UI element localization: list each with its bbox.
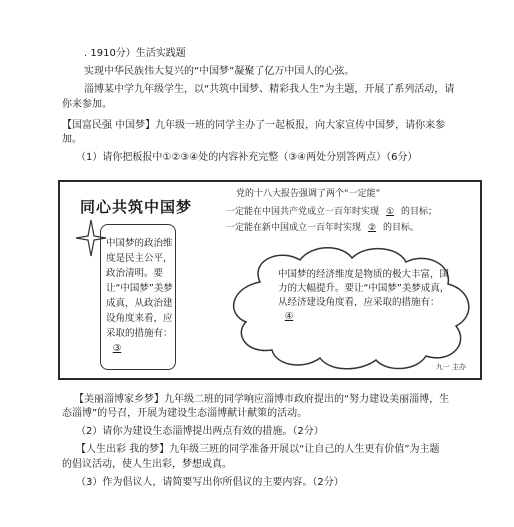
- section3-title-cont: 的倡议活动，使人生出彩，梦想成真。: [62, 459, 232, 470]
- board-title: 同心共筑中国梦: [80, 198, 193, 216]
- political-text-body: 中国梦的政治维度是民主公平，政治清明。要让“中国梦”美梦成真，从政治建设角度来看，应采取的措施有：: [106, 238, 173, 339]
- board-top-line-1: 党的十八大报告强调了两个“一定能”: [236, 189, 381, 199]
- section1-title-cont: 加。: [62, 134, 82, 145]
- economic-text-body: 中国梦的经济维度是物质的极大丰富，国力的大幅提升。要让“中国梦”美梦成真，从经济建设角度看，应采取的措施有：: [278, 269, 450, 308]
- blackboard-newspaper: [58, 180, 482, 380]
- political-text: [106, 236, 176, 356]
- section3-question: （3）作为倡议人，请简要写出你所倡议的主要内容。（2分）: [76, 477, 344, 488]
- board-top-line-3-b: 的目标。: [383, 223, 420, 233]
- intro-line-2-cont: 你来参加。: [62, 99, 112, 110]
- blank-3: ③: [112, 343, 122, 354]
- board-top-line-2: [226, 206, 437, 218]
- board-top-line-2-b: 的目标；: [401, 207, 438, 217]
- blank-1: ①: [385, 207, 395, 217]
- board-top-line-3: [226, 222, 419, 234]
- board-top-line-2-a: 一定能在中国共产党成立一百年时实现: [226, 207, 380, 217]
- section3-title: 【人生出彩 我的梦】九年级三班的同学准备开展以“让自己的人生更有价值”为主题: [76, 444, 440, 455]
- section1-question: （1）请你把板报中①②③④处的内容补充完整（③④两处分别答两点）（6分）: [76, 152, 418, 163]
- blank-2: ②: [367, 223, 377, 233]
- question-number: . 1910分）生活实践题: [84, 48, 186, 59]
- blank-4: ④: [284, 311, 294, 322]
- intro-line-1: 实现中华民族伟大复兴的“中国梦”凝聚了亿万中国人的心弦。: [84, 66, 355, 77]
- board-signature: 九一 主办: [435, 363, 466, 371]
- section2-title-cont: 态淄博”的号召，开展为建设生态淄博献计献策的活动。: [62, 408, 308, 419]
- section2-title: 【美丽淄博家乡梦】九年级二班的同学响应淄博市政府提出的“努力建设美丽淄博，生: [74, 394, 450, 405]
- board-top-line-3-a: 一定能在新中国成立一百年时实现: [226, 223, 362, 233]
- economic-text: [278, 268, 458, 324]
- intro-line-2: 淄博某中学九年级学生，以“共筑中国梦、精彩我人生”为主题，开展了系列活动，请: [84, 84, 455, 95]
- section2-question: （2）请你为建设生态淄博提出两点有效的措施。（2分）: [76, 426, 324, 437]
- section1-title: 【国富民强 中国梦】九年级一班的同学主办了一起板报，向大家宣传中国梦，请你来参: [62, 120, 446, 131]
